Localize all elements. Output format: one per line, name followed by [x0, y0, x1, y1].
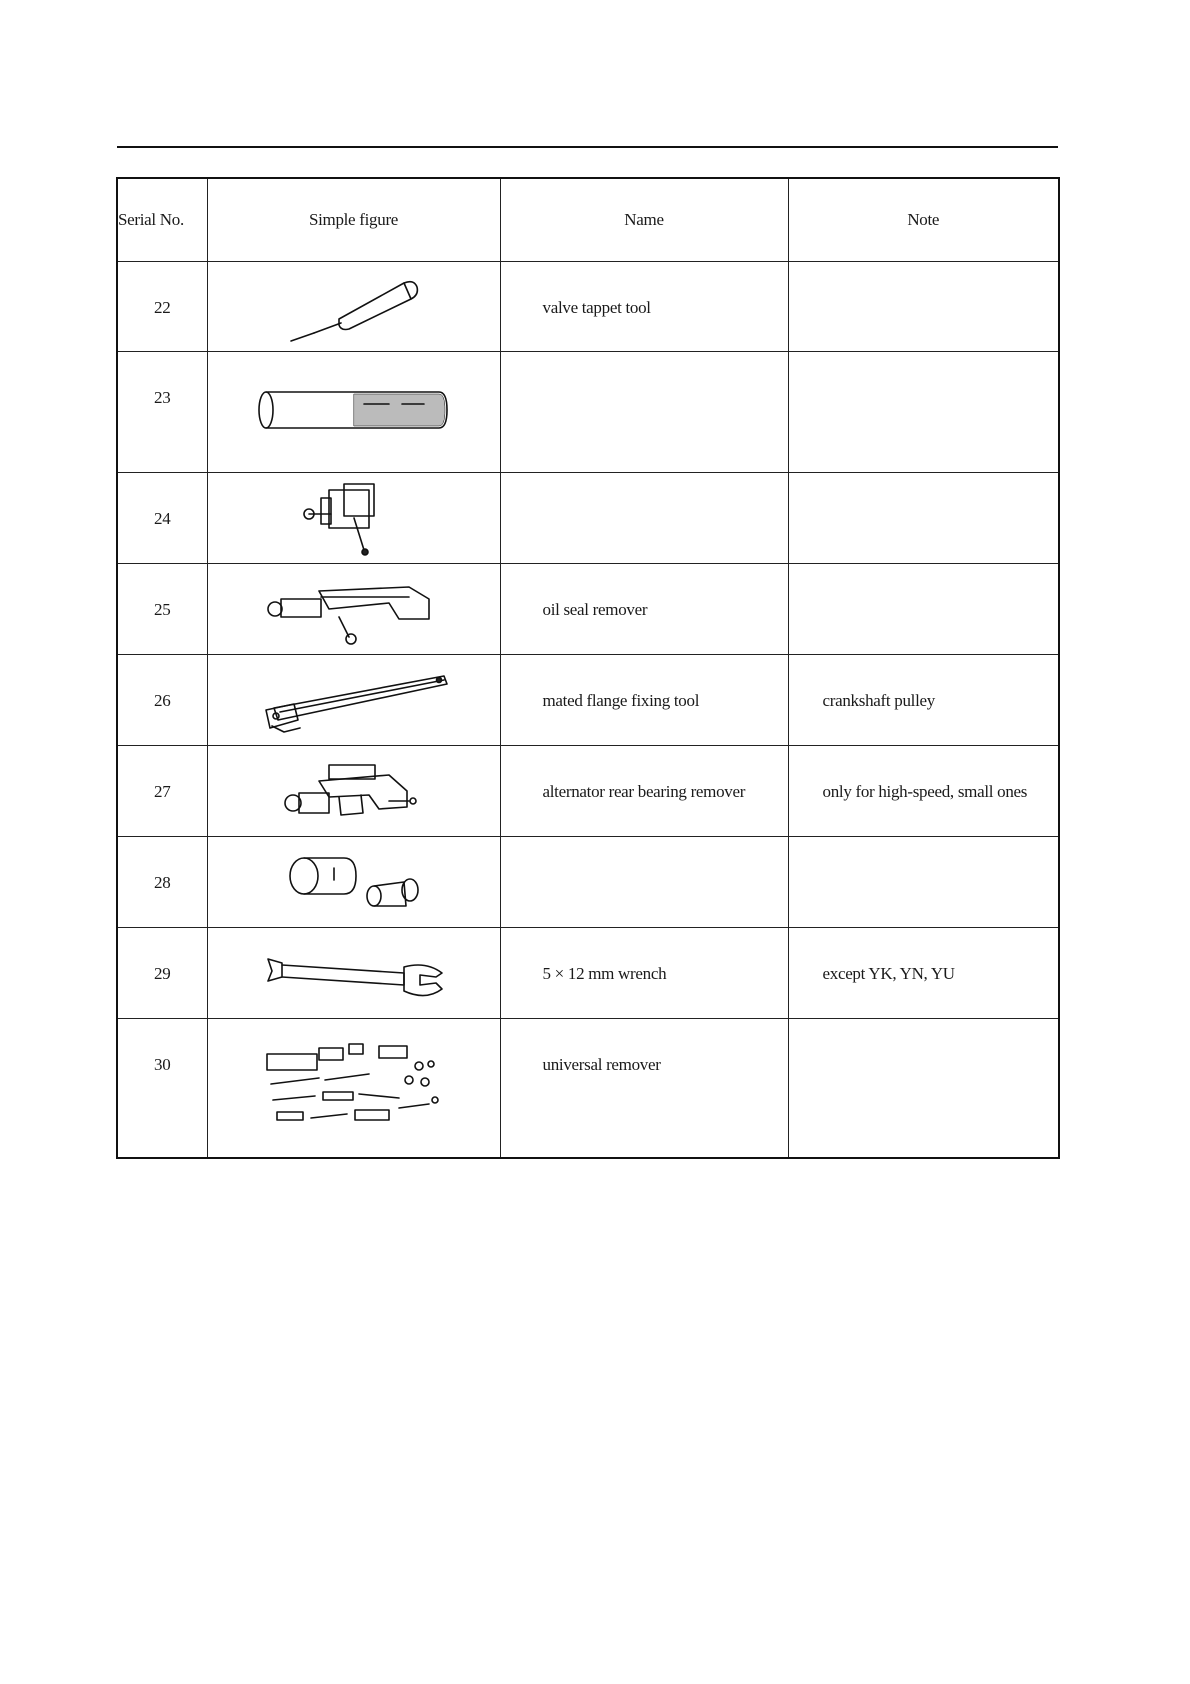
universal-remover-kit-icon — [259, 1038, 449, 1138]
tool-note: except YK, YN, YU — [822, 964, 955, 983]
table-row — [117, 746, 1059, 837]
tool-note: only for high-speed, small ones — [822, 782, 1028, 801]
tool-name: valve tappet tool — [542, 298, 651, 317]
table-row — [117, 837, 1059, 928]
socket-set-icon — [274, 844, 434, 920]
oil-seal-remover-icon — [259, 569, 449, 649]
tool-name: mated flange fixing tool — [542, 691, 700, 710]
valve-tappet-tool-icon — [279, 269, 429, 345]
tool-name: oil seal remover — [542, 600, 648, 619]
small-puller-icon — [299, 478, 409, 558]
table-row — [117, 655, 1059, 746]
table-row — [117, 1019, 1059, 1158]
serial-number: 23 — [154, 388, 171, 407]
serial-number: 29 — [154, 964, 171, 983]
tool-name: universal remover — [542, 1055, 661, 1074]
bearing-remover-icon — [279, 751, 429, 831]
header-name: Name — [500, 178, 788, 262]
wrench-icon — [254, 943, 454, 1003]
table-row — [117, 352, 1059, 473]
tool-name: 5 × 12 mm wrench — [542, 964, 667, 983]
serial-number: 25 — [154, 600, 171, 619]
serial-number: 24 — [154, 509, 171, 528]
tools-table — [116, 177, 1060, 1159]
tube-sleeve-icon — [254, 382, 454, 442]
table-row — [117, 473, 1059, 564]
serial-number: 22 — [154, 298, 171, 317]
header-figure: Simple figure — [207, 178, 500, 262]
tool-note: crankshaft pulley — [822, 691, 935, 710]
serial-number: 26 — [154, 691, 171, 710]
table-row — [117, 262, 1059, 352]
table-row — [117, 564, 1059, 655]
header-serial: Serial No. — [117, 178, 207, 262]
serial-number: 30 — [154, 1055, 171, 1074]
tool-name: alternator rear bearing remover — [542, 782, 746, 801]
serial-number: 27 — [154, 782, 171, 801]
flange-fixing-tool-icon — [254, 662, 454, 738]
top-rule — [117, 146, 1058, 148]
table-row — [117, 928, 1059, 1019]
serial-number: 28 — [154, 873, 171, 892]
table-header-row — [117, 178, 1059, 262]
header-note: Note — [788, 178, 1059, 262]
